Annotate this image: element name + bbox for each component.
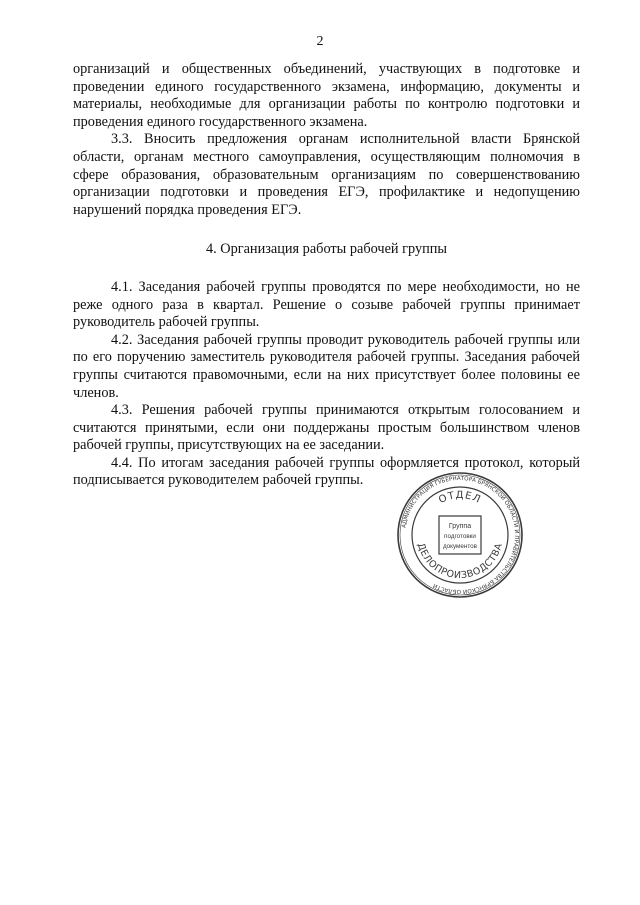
paragraph-4-4: 4.4. По итогам заседания рабочей группы оформляется протокол, который подписывается руководителем рабочей группы. (73, 454, 580, 489)
paragraph-continuation: организаций и общественных объединений, участвующих в подготовке и проведении единого государственного экзамена, информацию, документы и материалы, необходимые для организации работы по контролю подготовки и проведения единого государственного экзамена. (73, 61, 580, 130)
svg-text:ОТДЕЛ: ОТДЕЛ (437, 489, 483, 506)
page-number: 2 (316, 34, 324, 49)
paragraph-4-3: 4.3. Решения рабочей группы принимаются открытым голосованием и считаются принятыми, если они поддержаны простым большинством членов рабочей группы, присутствующих на ее заседании. (73, 402, 580, 454)
official-stamp (395, 470, 525, 600)
svg-text:документов: документов (442, 543, 478, 550)
paragraph-4-2: 4.2. Заседания рабочей группы проводит руководитель рабочей группы или по его поручению заместитель руководителя рабочей группы. Заседания рабочей группы считаются правомочными, если на них присутствует более половины ее членов. (73, 331, 580, 401)
svg-text:подготовки: подготовки (444, 533, 476, 540)
paragraph-3-3: 3.3. Вносить предложения органам исполнительной власти Брянской области, органам местного самоуправления, осуществляющим полномочия в сфере образования, образовательным организациям по совершенствованию организации подготовки и проведения ЕГЭ, профилактике и недопущению нарушений порядка проведения ЕГЭ. (73, 131, 580, 218)
document-body (73, 61, 580, 490)
paragraph-4-1: 4.1. Заседания рабочей группы проводятся по мере необходимости, но не реже одного раза в квартал. Решение о созыве рабочей группы принимает руководитель рабочей группы. (73, 278, 580, 331)
svg-text:ДЕЛОПРОИЗВОДСТВА: ДЕЛОПРОИЗВОДСТВА (414, 541, 506, 582)
section-title: 4. Организация работы рабочей группы (205, 241, 448, 258)
svg-text:Группа: Группа (448, 523, 472, 530)
stamp-ring-text: АДМИНИСТРАЦИЯ ГУБЕРНАТОРА БРЯНСКОЙ ОБЛАСТИ И ПРАВИТЕЛЬСТВА БРЯНСКОЙ ОБЛАСТИ (401, 475, 520, 595)
